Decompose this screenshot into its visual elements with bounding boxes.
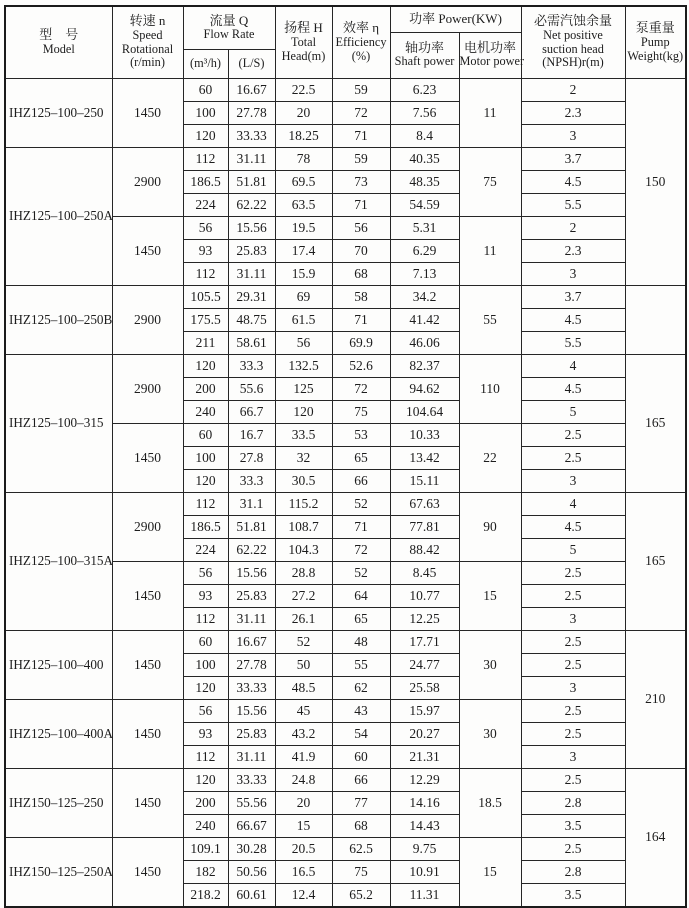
- npsh-cell: 2.8: [521, 791, 625, 814]
- col-header-head: 扬程 H Total Head(m): [275, 6, 332, 78]
- shaft-power-cell: 48.35: [390, 170, 459, 193]
- motor-power-cell: 15: [459, 561, 521, 630]
- npsh-cell: 4.5: [521, 170, 625, 193]
- head-cell: 125: [275, 377, 332, 400]
- speed-cell: 1450: [112, 768, 183, 837]
- col-header-weight-zh: 泵重量: [635, 20, 675, 36]
- col-header-npsh: 必需汽蚀余量 Net positive suction head (NPSH)r(m): [521, 6, 625, 78]
- npsh-cell: 3.5: [521, 814, 625, 837]
- npsh-cell: 2.5: [521, 423, 625, 446]
- head-cell: 24.8: [275, 768, 332, 791]
- flow-ls-cell: 15.56: [228, 699, 275, 722]
- col-header-efficiency-zh: 效率 η: [342, 20, 380, 36]
- model-cell: IHZ125–100–315: [5, 354, 112, 492]
- head-cell: 15.9: [275, 262, 332, 285]
- npsh-cell: 3: [521, 124, 625, 147]
- npsh-cell: 2.5: [521, 768, 625, 791]
- shaft-power-cell: 54.59: [390, 193, 459, 216]
- flow-ls-cell: 30.28: [228, 837, 275, 860]
- flow-m3h-cell: 105.5: [183, 285, 228, 308]
- col-header-model-zh: 型 号: [39, 27, 79, 43]
- efficiency-cell: 52: [332, 492, 390, 515]
- weight-cell: 164: [625, 768, 686, 907]
- flow-m3h-cell: 182: [183, 860, 228, 883]
- shaft-power-cell: 25.58: [390, 676, 459, 699]
- shaft-power-cell: 88.42: [390, 538, 459, 561]
- shaft-power-cell: 34.2: [390, 285, 459, 308]
- model-cell: IHZ150–125–250A: [5, 837, 112, 907]
- npsh-cell: 3: [521, 745, 625, 768]
- efficiency-cell: 52: [332, 561, 390, 584]
- speed-cell: 2900: [112, 147, 183, 216]
- flow-ls-cell: 29.31: [228, 285, 275, 308]
- flow-ls-cell: 55.6: [228, 377, 275, 400]
- efficiency-cell: 72: [332, 101, 390, 124]
- head-cell: 69: [275, 285, 332, 308]
- flow-ls-cell: 31.11: [228, 147, 275, 170]
- efficiency-cell: 62: [332, 676, 390, 699]
- table-row: [5, 768, 686, 791]
- shaft-power-cell: 24.77: [390, 653, 459, 676]
- efficiency-cell: 53: [332, 423, 390, 446]
- flow-ls-cell: 33.3: [228, 469, 275, 492]
- shaft-power-cell: 82.37: [390, 354, 459, 377]
- table-row: [5, 354, 686, 377]
- flow-m3h-cell: 224: [183, 193, 228, 216]
- model-cell: IHZ125–100–400A: [5, 699, 112, 768]
- flow-m3h-cell: 200: [183, 791, 228, 814]
- shaft-power-cell: 41.42: [390, 308, 459, 331]
- weight-cell: 150: [625, 78, 686, 285]
- flow-m3h-cell: 93: [183, 584, 228, 607]
- head-cell: 27.2: [275, 584, 332, 607]
- flow-ls-cell: 31.11: [228, 607, 275, 630]
- speed-cell: 2900: [112, 492, 183, 561]
- table-row: [5, 78, 686, 101]
- flow-ls-cell: 60.61: [228, 883, 275, 907]
- model-cell: IHZ125–100–400: [5, 630, 112, 699]
- flow-m3h-cell: 100: [183, 653, 228, 676]
- flow-m3h-cell: 112: [183, 147, 228, 170]
- head-cell: 17.4: [275, 239, 332, 262]
- flow-ls-cell: 27.78: [228, 101, 275, 124]
- flow-m3h-cell: 56: [183, 699, 228, 722]
- efficiency-cell: 72: [332, 377, 390, 400]
- flow-m3h-cell: 112: [183, 745, 228, 768]
- efficiency-cell: 65.2: [332, 883, 390, 907]
- table-body: [5, 78, 686, 907]
- flow-m3h-cell: 56: [183, 216, 228, 239]
- npsh-cell: 5: [521, 400, 625, 423]
- shaft-power-cell: 12.25: [390, 607, 459, 630]
- efficiency-cell: 71: [332, 124, 390, 147]
- npsh-cell: 5: [521, 538, 625, 561]
- col-header-weight: 泵重量 Pump Weight(kg): [625, 6, 686, 78]
- efficiency-cell: 65: [332, 607, 390, 630]
- flow-m3h-cell: 120: [183, 469, 228, 492]
- weight-cell: 210: [625, 630, 686, 768]
- head-cell: 20: [275, 101, 332, 124]
- flow-m3h-cell: 93: [183, 722, 228, 745]
- head-cell: 32: [275, 446, 332, 469]
- npsh-cell: 3.5: [521, 883, 625, 907]
- shaft-power-cell: 10.77: [390, 584, 459, 607]
- motor-power-cell: 30: [459, 699, 521, 768]
- head-cell: 50: [275, 653, 332, 676]
- flow-m3h-cell: 60: [183, 423, 228, 446]
- flow-ls-cell: 55.56: [228, 791, 275, 814]
- npsh-cell: 2.5: [521, 837, 625, 860]
- col-header-shaft-power: 轴功率 Shaft power: [390, 32, 459, 78]
- flow-m3h-cell: 200: [183, 377, 228, 400]
- model-cell: IHZ150–125–250: [5, 768, 112, 837]
- npsh-cell: 2.5: [521, 561, 625, 584]
- head-cell: 26.1: [275, 607, 332, 630]
- npsh-cell: 4.5: [521, 377, 625, 400]
- speed-cell: 1450: [112, 216, 183, 285]
- head-cell: 69.5: [275, 170, 332, 193]
- shaft-power-cell: 7.13: [390, 262, 459, 285]
- head-cell: 56: [275, 331, 332, 354]
- efficiency-cell: 73: [332, 170, 390, 193]
- npsh-cell: 2.5: [521, 446, 625, 469]
- npsh-cell: 2.3: [521, 239, 625, 262]
- efficiency-cell: 77: [332, 791, 390, 814]
- head-cell: 15: [275, 814, 332, 837]
- efficiency-cell: 62.5: [332, 837, 390, 860]
- motor-power-cell: 15: [459, 837, 521, 907]
- model-cell: IHZ125–100–315A: [5, 492, 112, 630]
- flow-m3h-cell: 211: [183, 331, 228, 354]
- efficiency-cell: 66: [332, 768, 390, 791]
- head-cell: 20.5: [275, 837, 332, 860]
- head-cell: 45: [275, 699, 332, 722]
- efficiency-cell: 66: [332, 469, 390, 492]
- flow-m3h-cell: 109.1: [183, 837, 228, 860]
- col-header-flow-m3h: (m³/h): [183, 49, 228, 78]
- efficiency-cell: 58: [332, 285, 390, 308]
- table-row: [5, 837, 686, 860]
- head-cell: 20: [275, 791, 332, 814]
- flow-m3h-cell: 218.2: [183, 883, 228, 907]
- efficiency-cell: 56: [332, 216, 390, 239]
- npsh-cell: 2.5: [521, 653, 625, 676]
- npsh-cell: 3: [521, 676, 625, 699]
- flow-ls-cell: 51.81: [228, 170, 275, 193]
- shaft-power-cell: 15.11: [390, 469, 459, 492]
- shaft-power-cell: 10.33: [390, 423, 459, 446]
- flow-m3h-cell: 175.5: [183, 308, 228, 331]
- efficiency-cell: 72: [332, 538, 390, 561]
- weight-cell: 165: [625, 492, 686, 630]
- npsh-cell: 2.5: [521, 584, 625, 607]
- head-cell: 33.5: [275, 423, 332, 446]
- head-cell: 120: [275, 400, 332, 423]
- flow-m3h-cell: 186.5: [183, 170, 228, 193]
- speed-cell: 1450: [112, 630, 183, 699]
- shaft-power-cell: 8.45: [390, 561, 459, 584]
- head-cell: 48.5: [275, 676, 332, 699]
- efficiency-cell: 52.6: [332, 354, 390, 377]
- flow-m3h-cell: 240: [183, 400, 228, 423]
- head-cell: 78: [275, 147, 332, 170]
- flow-ls-cell: 25.83: [228, 239, 275, 262]
- shaft-power-cell: 6.23: [390, 78, 459, 101]
- head-cell: 132.5: [275, 354, 332, 377]
- table-row: [5, 285, 686, 308]
- efficiency-cell: 59: [332, 147, 390, 170]
- shaft-power-cell: 11.31: [390, 883, 459, 907]
- shaft-power-cell: 104.64: [390, 400, 459, 423]
- shaft-power-cell: 10.91: [390, 860, 459, 883]
- motor-power-cell: 110: [459, 354, 521, 423]
- col-header-flow: 流量 Q Flow Rate: [183, 6, 275, 49]
- npsh-cell: 2: [521, 216, 625, 239]
- head-cell: 22.5: [275, 78, 332, 101]
- flow-ls-cell: 50.56: [228, 860, 275, 883]
- pump-spec-table: [4, 5, 687, 908]
- motor-power-cell: 30: [459, 630, 521, 699]
- npsh-cell: 3: [521, 469, 625, 492]
- flow-ls-cell: 66.67: [228, 814, 275, 837]
- head-cell: 43.2: [275, 722, 332, 745]
- npsh-cell: 4.5: [521, 515, 625, 538]
- npsh-cell: 2.5: [521, 722, 625, 745]
- flow-m3h-cell: 120: [183, 676, 228, 699]
- npsh-cell: 2.8: [521, 860, 625, 883]
- table-header: [5, 6, 686, 78]
- npsh-cell: 2: [521, 78, 625, 101]
- shaft-power-cell: 7.56: [390, 101, 459, 124]
- efficiency-cell: 68: [332, 814, 390, 837]
- motor-power-cell: 90: [459, 492, 521, 561]
- npsh-cell: 5.5: [521, 331, 625, 354]
- model-cell: IHZ125–100–250B: [5, 285, 112, 354]
- col-header-model-en: Model: [42, 41, 75, 56]
- table-row: [5, 699, 686, 722]
- speed-cell: 1450: [112, 699, 183, 768]
- flow-ls-cell: 62.22: [228, 193, 275, 216]
- col-header-power: [390, 6, 521, 32]
- flow-m3h-cell: 112: [183, 262, 228, 285]
- efficiency-cell: 43: [332, 699, 390, 722]
- flow-m3h-cell: 100: [183, 446, 228, 469]
- efficiency-cell: 71: [332, 515, 390, 538]
- efficiency-cell: 68: [332, 262, 390, 285]
- npsh-cell: 4: [521, 492, 625, 515]
- speed-cell: 2900: [112, 285, 183, 354]
- efficiency-cell: 75: [332, 400, 390, 423]
- npsh-cell: 3: [521, 607, 625, 630]
- npsh-cell: 4.5: [521, 308, 625, 331]
- flow-ls-cell: 15.56: [228, 561, 275, 584]
- head-cell: 16.5: [275, 860, 332, 883]
- npsh-cell: 2.5: [521, 630, 625, 653]
- flow-ls-cell: 33.33: [228, 676, 275, 699]
- col-header-speed-zh: 转速 n: [129, 13, 166, 29]
- motor-power-cell: 22: [459, 423, 521, 492]
- speed-cell: 1450: [112, 423, 183, 492]
- table-row: [5, 492, 686, 515]
- shaft-power-cell: 14.43: [390, 814, 459, 837]
- model-cell: IHZ125–100–250: [5, 78, 112, 147]
- shaft-power-cell: 6.29: [390, 239, 459, 262]
- motor-power-cell: 75: [459, 147, 521, 216]
- model-cell: IHZ125–100–250A: [5, 147, 112, 285]
- col-header-speed: 转速 n Speed Rotational (r/min): [112, 6, 183, 78]
- flow-ls-cell: 27.78: [228, 653, 275, 676]
- flow-m3h-cell: 100: [183, 101, 228, 124]
- col-header-npsh-zh: 必需汽蚀余量: [534, 13, 613, 29]
- head-cell: 28.8: [275, 561, 332, 584]
- col-header-head-zh: 扬程 H: [284, 20, 323, 36]
- motor-power-cell: 11: [459, 216, 521, 285]
- weight-cell: 165: [625, 354, 686, 492]
- speed-cell: 1450: [112, 561, 183, 630]
- head-cell: 41.9: [275, 745, 332, 768]
- motor-power-cell: 18.5: [459, 768, 521, 837]
- shaft-power-cell: 5.31: [390, 216, 459, 239]
- flow-ls-cell: 16.7: [228, 423, 275, 446]
- speed-cell: 1450: [112, 837, 183, 907]
- col-header-flow-zh: 流量 Q: [209, 12, 249, 28]
- speed-cell: 2900: [112, 354, 183, 423]
- flow-ls-cell: 31.11: [228, 745, 275, 768]
- col-header-model: [5, 6, 112, 78]
- head-cell: 12.4: [275, 883, 332, 907]
- flow-ls-cell: 33.3: [228, 354, 275, 377]
- flow-ls-cell: 27.8: [228, 446, 275, 469]
- shaft-power-cell: 9.75: [390, 837, 459, 860]
- shaft-power-cell: 13.42: [390, 446, 459, 469]
- flow-m3h-cell: 60: [183, 78, 228, 101]
- shaft-power-cell: 12.29: [390, 768, 459, 791]
- head-cell: 19.5: [275, 216, 332, 239]
- npsh-cell: 3: [521, 262, 625, 285]
- motor-power-cell: 11: [459, 78, 521, 147]
- shaft-power-cell: 77.81: [390, 515, 459, 538]
- head-cell: 115.2: [275, 492, 332, 515]
- head-cell: 18.25: [275, 124, 332, 147]
- npsh-cell: 3.7: [521, 285, 625, 308]
- head-cell: 108.7: [275, 515, 332, 538]
- table-row: [5, 630, 686, 653]
- flow-ls-cell: 33.33: [228, 124, 275, 147]
- flow-ls-cell: 16.67: [228, 630, 275, 653]
- flow-m3h-cell: 112: [183, 607, 228, 630]
- flow-ls-cell: 15.56: [228, 216, 275, 239]
- shaft-power-cell: 20.27: [390, 722, 459, 745]
- shaft-power-cell: 14.16: [390, 791, 459, 814]
- flow-ls-cell: 33.33: [228, 768, 275, 791]
- shaft-power-cell: 8.4: [390, 124, 459, 147]
- head-cell: 61.5: [275, 308, 332, 331]
- efficiency-cell: 70: [332, 239, 390, 262]
- shaft-power-cell: 67.63: [390, 492, 459, 515]
- flow-ls-cell: 31.11: [228, 262, 275, 285]
- flow-ls-cell: 25.83: [228, 584, 275, 607]
- shaft-power-cell: 46.06: [390, 331, 459, 354]
- head-cell: 52: [275, 630, 332, 653]
- head-cell: 104.3: [275, 538, 332, 561]
- flow-m3h-cell: 93: [183, 239, 228, 262]
- efficiency-cell: 71: [332, 193, 390, 216]
- npsh-cell: 2.3: [521, 101, 625, 124]
- flow-m3h-cell: 112: [183, 492, 228, 515]
- efficiency-cell: 64: [332, 584, 390, 607]
- efficiency-cell: 71: [332, 308, 390, 331]
- flow-ls-cell: 62.22: [228, 538, 275, 561]
- speed-cell: 1450: [112, 78, 183, 147]
- shaft-power-cell: 94.62: [390, 377, 459, 400]
- shaft-power-cell: 21.31: [390, 745, 459, 768]
- flow-m3h-cell: 60: [183, 630, 228, 653]
- flow-ls-cell: 48.75: [228, 308, 275, 331]
- efficiency-cell: 55: [332, 653, 390, 676]
- shaft-power-cell: 40.35: [390, 147, 459, 170]
- efficiency-cell: 69.9: [332, 331, 390, 354]
- flow-m3h-cell: 120: [183, 124, 228, 147]
- flow-ls-cell: 31.1: [228, 492, 275, 515]
- flow-ls-cell: 58.61: [228, 331, 275, 354]
- flow-ls-cell: 25.83: [228, 722, 275, 745]
- col-header-efficiency: 效率 η Efficiency (%): [332, 6, 390, 78]
- flow-m3h-cell: 120: [183, 354, 228, 377]
- motor-power-cell: 55: [459, 285, 521, 354]
- col-header-flow-ls: (L/S): [228, 49, 275, 78]
- npsh-cell: 5.5: [521, 193, 625, 216]
- npsh-cell: 4: [521, 354, 625, 377]
- flow-m3h-cell: 240: [183, 814, 228, 837]
- flow-m3h-cell: 56: [183, 561, 228, 584]
- efficiency-cell: 75: [332, 860, 390, 883]
- flow-m3h-cell: 224: [183, 538, 228, 561]
- efficiency-cell: 59: [332, 78, 390, 101]
- table-row: [5, 147, 686, 170]
- efficiency-cell: 65: [332, 446, 390, 469]
- efficiency-cell: 54: [332, 722, 390, 745]
- flow-m3h-cell: 120: [183, 768, 228, 791]
- shaft-power-cell: 15.97: [390, 699, 459, 722]
- flow-ls-cell: 16.67: [228, 78, 275, 101]
- flow-m3h-cell: 186.5: [183, 515, 228, 538]
- head-cell: 30.5: [275, 469, 332, 492]
- shaft-power-cell: 17.71: [390, 630, 459, 653]
- efficiency-cell: 60: [332, 745, 390, 768]
- npsh-cell: 2.5: [521, 699, 625, 722]
- col-header-motor-power: 电机功率 Motor power: [459, 32, 521, 78]
- head-cell: 63.5: [275, 193, 332, 216]
- npsh-cell: 3.7: [521, 147, 625, 170]
- efficiency-cell: 48: [332, 630, 390, 653]
- flow-ls-cell: 66.7: [228, 400, 275, 423]
- col-header-power-title: 功率 Power(KW): [409, 10, 502, 26]
- flow-ls-cell: 51.81: [228, 515, 275, 538]
